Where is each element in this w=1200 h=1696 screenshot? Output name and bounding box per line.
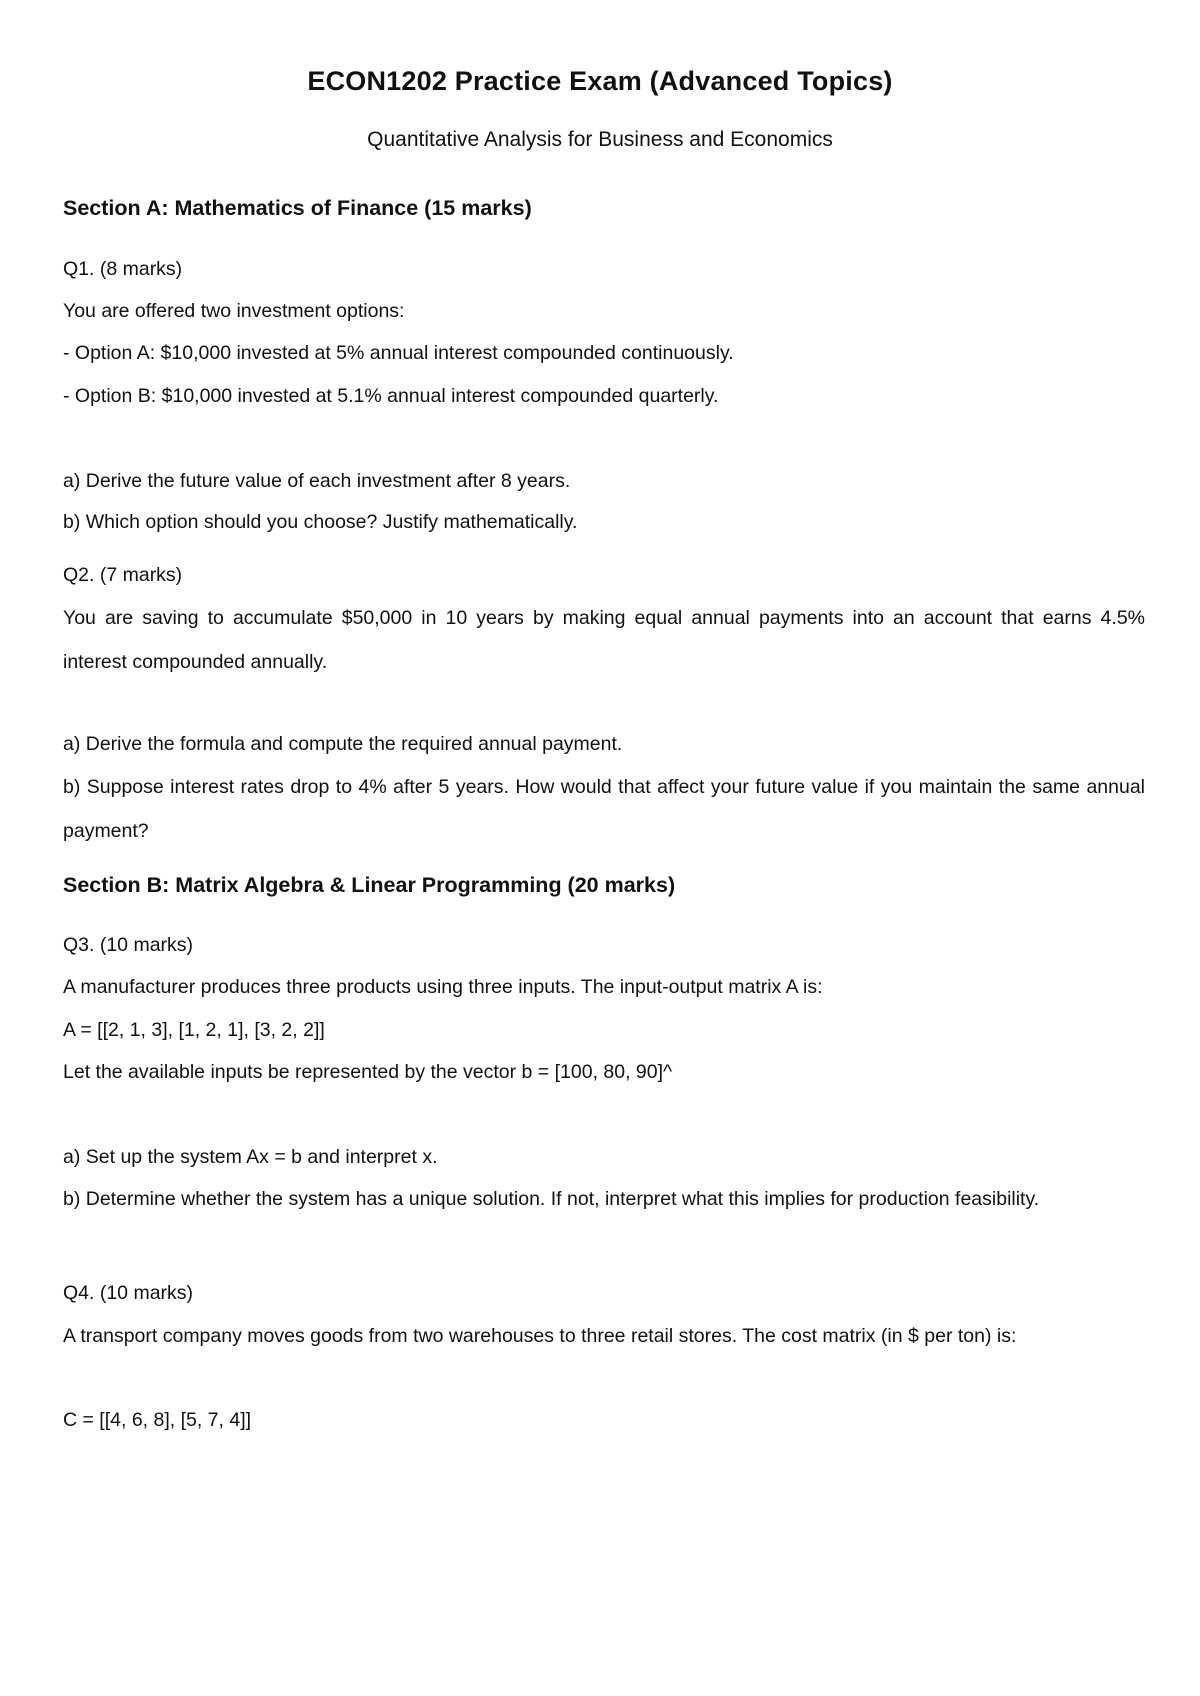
section-a-heading: Section A: Mathematics of Finance (15 marks) <box>63 196 532 220</box>
q4-label: Q4. (10 marks) <box>63 1282 194 1304</box>
q3-part-a: a) Set up the system Ax = b and interpret x. <box>63 1146 438 1168</box>
q1-part-a: a) Derive the future value of each investment after 8 years. <box>63 470 571 492</box>
q1-option-b: - Option B: $10,000 invested at 5.1% annual interest compounded quarterly. <box>63 385 719 407</box>
q3-intro: A manufacturer produces three products using three inputs. The input-output matrix A is: <box>63 976 823 998</box>
q2-label: Q2. (7 marks) <box>63 564 183 586</box>
q3-label: Q3. (10 marks) <box>63 934 194 956</box>
q2-part-a: a) Derive the formula and compute the required annual payment. <box>63 733 623 755</box>
q1-label: Q1. (8 marks) <box>63 258 183 280</box>
document-subtitle: Quantitative Analysis for Business and Economics <box>367 128 833 151</box>
q2-part-b: b) Suppose interest rates drop to 4% after 5 years. How would that affect your future value if you maintain the same annual payment? <box>63 776 1145 842</box>
q1-option-a: - Option A: $10,000 invested at 5% annual interest compounded continuously. <box>63 342 734 364</box>
q4-intro: A transport company moves goods from two warehouses to three retail stores. The cost matrix (in $ per ton) is: <box>63 1325 1017 1347</box>
q4-matrix: C = [[4, 6, 8], [5, 7, 4]] <box>63 1409 252 1431</box>
q2-body: You are saving to accumulate $50,000 in 10 years by making equal annual payments into an account that earns 4.5% interest compounded annually. <box>63 607 1145 673</box>
document-title: ECON1202 Practice Exam (Advanced Topics) <box>307 66 893 96</box>
q3-matrix: A = [[2, 1, 3], [1, 2, 1], [3, 2, 2]] <box>63 1019 325 1041</box>
q1-intro: You are offered two investment options: <box>63 300 405 322</box>
q3-vector: Let the available inputs be represented by the vector b = [100, 80, 90]^ <box>63 1061 673 1083</box>
section-b-heading: Section B: Matrix Algebra & Linear Programming (20 marks) <box>63 873 676 897</box>
q3-part-b: b) Determine whether the system has a unique solution. If not, interpret what this implies for production feasibility. <box>63 1188 1040 1210</box>
q1-part-b: b) Which option should you choose? Justify mathematically. <box>63 511 578 533</box>
